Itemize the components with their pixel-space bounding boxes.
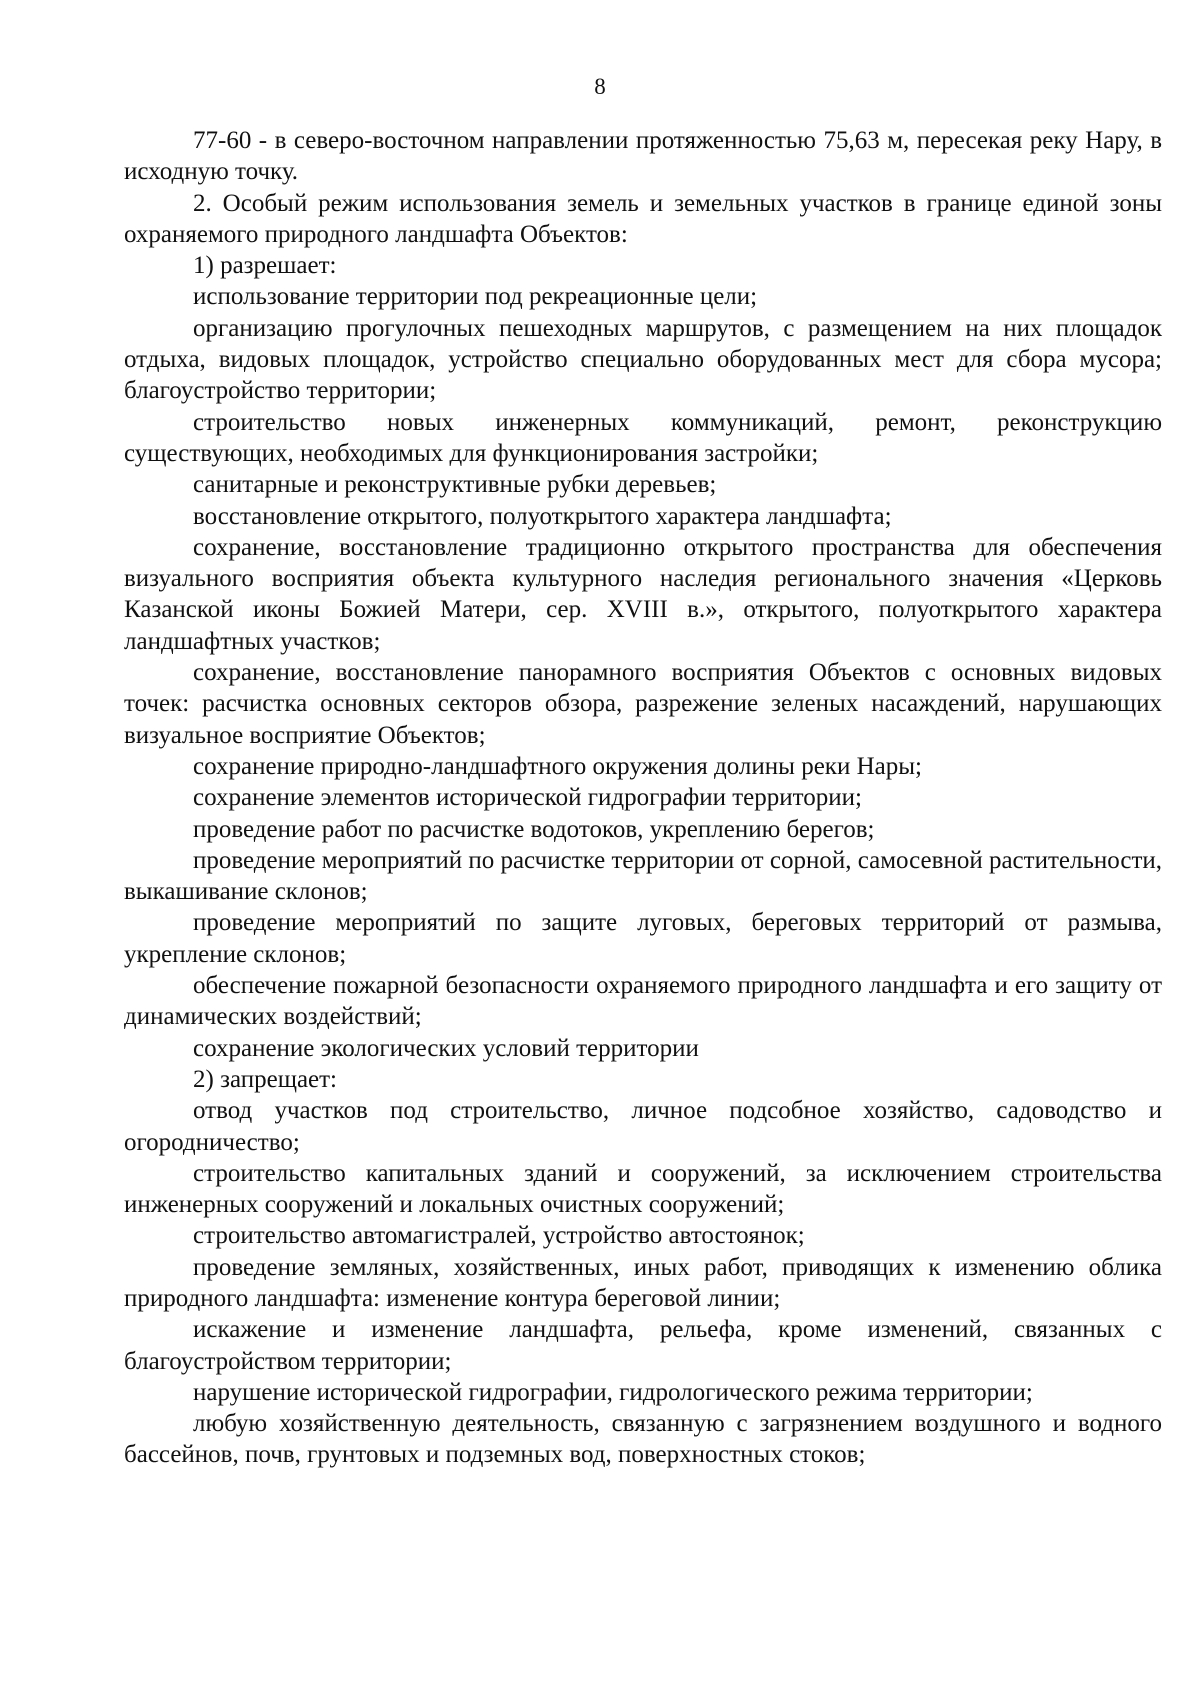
permit-item: проведение мероприятий по защите луговых, береговых территорий от размыва, укрепление склонов;	[124, 909, 1162, 968]
prohibit-item: проведение земляных, хозяйственных, иных работ, приводящих к изменению облика природного ландшафта: изменение контура береговой линии;	[124, 1253, 1162, 1312]
permit-item: сохранение природно-ландшафтного окружения долины реки Нары;	[193, 752, 922, 780]
permit-item: проведение работ по расчистке водотоков, укреплению берегов;	[193, 815, 875, 843]
permit-item: восстановление открытого, полуоткрытого характера ландшафта;	[193, 502, 892, 530]
permit-item: сохранение элементов исторической гидрографии территории;	[193, 784, 862, 812]
prohibit-item: отвод участков под строительство, личное подсобное хозяйство, садоводство и огородничество;	[124, 1097, 1162, 1156]
prohibit-item: искажение и изменение ландшафта, рельефа, кроме изменений, связанных с благоустройством территории;	[124, 1316, 1162, 1375]
permit-item: организацию прогулочных пешеходных маршрутов, с размещением на них площадок отдыха, видовых площадок, устройство специально оборудованных мест для сбора мусора; благоустройство территории;	[124, 314, 1162, 405]
prohibit-item: нарушение исторической гидрографии, гидрологического режима территории;	[193, 1378, 1033, 1406]
permit-item: строительство новых инженерных коммуникаций, ремонт, реконструкцию существующих, необходимых для функционирования застройки;	[124, 408, 1162, 467]
prohibit-item: любую хозяйственную деятельность, связанную с загрязнением воздушного и водного бассейнов, почв, грунтовых и подземных вод, поверхностных стоков;	[124, 1410, 1162, 1469]
permit-item: санитарные и реконструктивные рубки деревьев;	[193, 471, 717, 499]
paragraph-boundary-end: 77-60 - в северо-восточном направлении протяженностью 75,63 м, пересекая реку Нару, в исходную точку.	[124, 127, 1162, 186]
paragraph-section-2: 2. Особый режим использования земель и земельных участков в границе единой зоны охраняемого природного ландшафта Объектов:	[124, 189, 1162, 248]
permit-item: использование территории под рекреационные цели;	[193, 283, 758, 311]
permit-item: сохранение, восстановление традиционно открытого пространства для обеспечения визуального восприятия объекта культурного наследия регионального значения «Церковь Казанской иконы Божией Матери, сер. XVIII в.», открытого, полуоткрытого характера ландшафтных участков;	[124, 533, 1162, 655]
permit-item: сохранение, восстановление панорамного восприятия Объектов с основных видовых точек: расчистка основных секторов обзора, разрежение зеленых насаждений, нарушающих визуальное восприятие Объектов;	[124, 659, 1162, 749]
page-number: 8	[594, 74, 606, 99]
prohibit-item: строительство капитальных зданий и сооружений, за исключением строительства инженерных сооружений и локальных очистных сооружений;	[124, 1159, 1162, 1219]
document-body	[124, 125, 1162, 1471]
permit-item: проведение мероприятий по расчистке территории от сорной, самосевной растительности, выкашивание склонов;	[124, 846, 1162, 906]
prohibit-item: строительство автомагистралей, устройство автостоянок;	[193, 1222, 805, 1250]
permit-item: обеспечение пожарной безопасности охраняемого природного ландшафта и его защиту от динамических воздействий;	[124, 972, 1162, 1031]
item-prohibits-heading: 2) запрещает:	[193, 1065, 338, 1093]
item-permits-heading: 1) разрешает:	[193, 252, 337, 280]
permit-item: сохранение экологических условий территории	[193, 1034, 699, 1062]
